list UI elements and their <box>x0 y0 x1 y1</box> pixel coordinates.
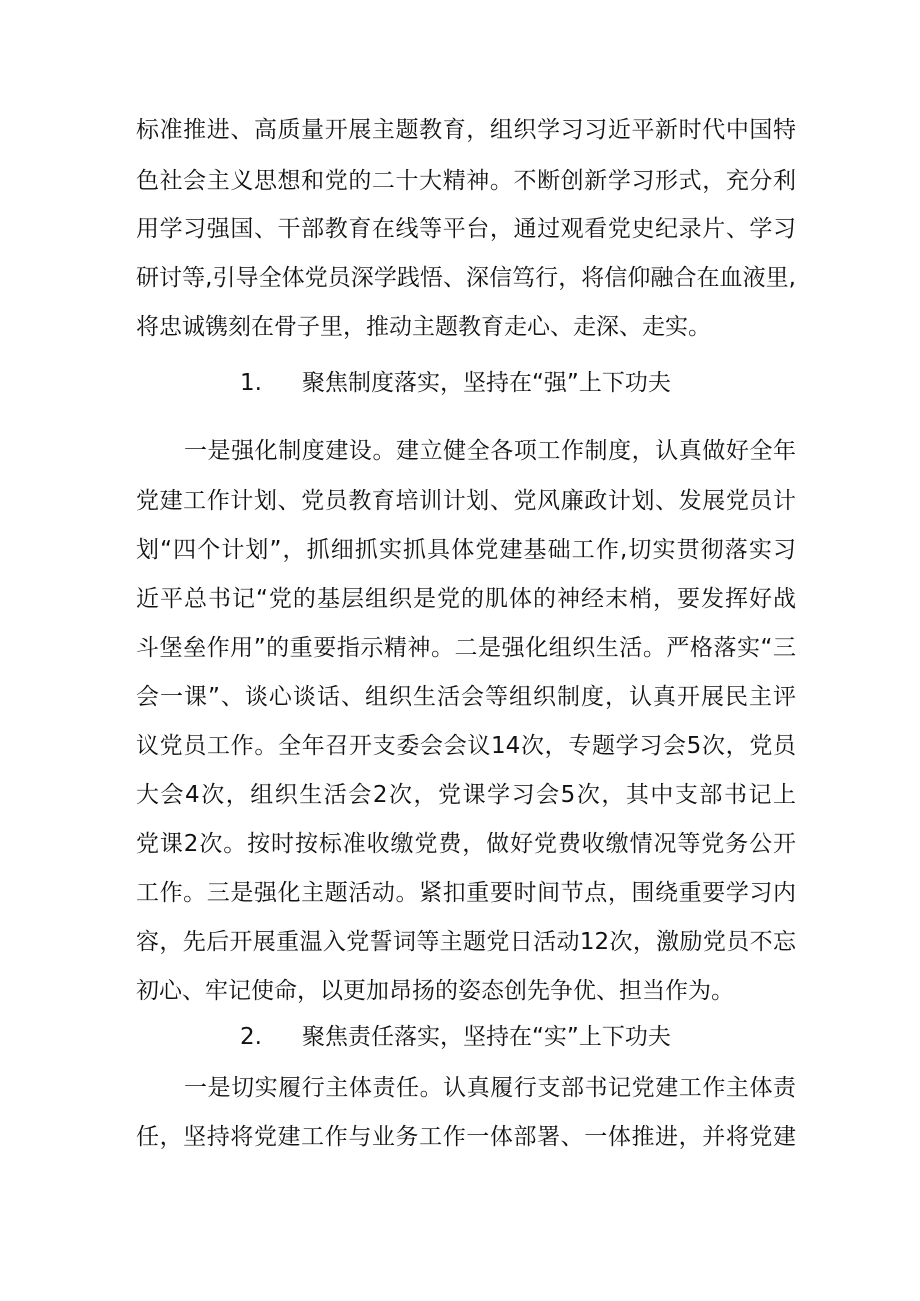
heading-title: 聚焦制度落实，坚持在“强”上下功夫 <box>302 370 671 396</box>
paragraph-line: 用学习强国、干部教育在线等平台，通过观看党史纪录片、学习 <box>136 216 796 242</box>
paragraph-line: 近平总书记“党的基层组织是党的肌体的神经末梢，要发挥好战 <box>136 586 796 612</box>
paragraph-line: 标准推进、高质量开展主题教育，组织学习习近平新时代中国特 <box>136 117 796 143</box>
paragraph-line: 将忠诚镌刻在骨子里，推动主题教育走心、走深、走实。 <box>136 314 711 340</box>
paragraph-line: 初心、牢记使命，以更加昂扬的姿态创先争优、担当作为。 <box>136 978 734 1004</box>
paragraph-line: 一是强化制度建设。建立健全各项工作制度，认真做好全年 <box>184 438 796 464</box>
heading-number: 1. <box>240 370 262 396</box>
paragraph-line: 任，坚持将党建工作与业务工作一体部署、一体推进，并将党建 <box>136 1124 796 1150</box>
paragraph-line: 议党员工作。全年召开支委会会议14次，专题学习会5次，党员 <box>136 733 796 759</box>
paragraph-line: 色社会主义思想和党的二十大精神。不断创新学习形式，充分利 <box>136 168 796 194</box>
paragraph-line: 斗堡垒作用”的重要指示精神。二是强化组织生活。严格落实“三 <box>136 635 796 661</box>
section-heading-1 <box>240 368 671 398</box>
paragraph-line: 党建工作计划、党员教育培训计划、党风廉政计划、发展党员计 <box>136 488 796 514</box>
paragraph-line: 一是切实履行主体责任。认真履行支部书记党建工作主体责 <box>184 1075 796 1101</box>
paragraph-line: 党课2次。按时按标准收缴党费，做好党费收缴情况等党务公开 <box>136 831 796 857</box>
paragraph-line: 研讨等,引导全体党员深学践悟、深信笃行，将信仰融合在血液里, <box>136 265 796 291</box>
paragraph-line: 划“四个计划”，抓细抓实抓具体党建基础工作,切实贯彻落实习 <box>136 537 796 563</box>
paragraph-line: 会一课”、谈心谈话、组织生活会等组织制度，认真开展民主评 <box>136 684 796 710</box>
paragraph-line: 工作。三是强化主题活动。紧扣重要时间节点，围绕重要学习内 <box>136 880 796 906</box>
paragraph-line: 大会4次，组织生活会2次，党课学习会5次，其中支部书记上 <box>136 782 796 808</box>
heading-title: 聚焦责任落实，坚持在“实”上下功夫 <box>302 1024 671 1050</box>
section-heading-2 <box>240 1022 671 1052</box>
paragraph-line: 容，先后开展重温入党誓词等主题党日活动12次，激励党员不忘 <box>136 929 796 955</box>
heading-number: 2. <box>240 1024 262 1050</box>
